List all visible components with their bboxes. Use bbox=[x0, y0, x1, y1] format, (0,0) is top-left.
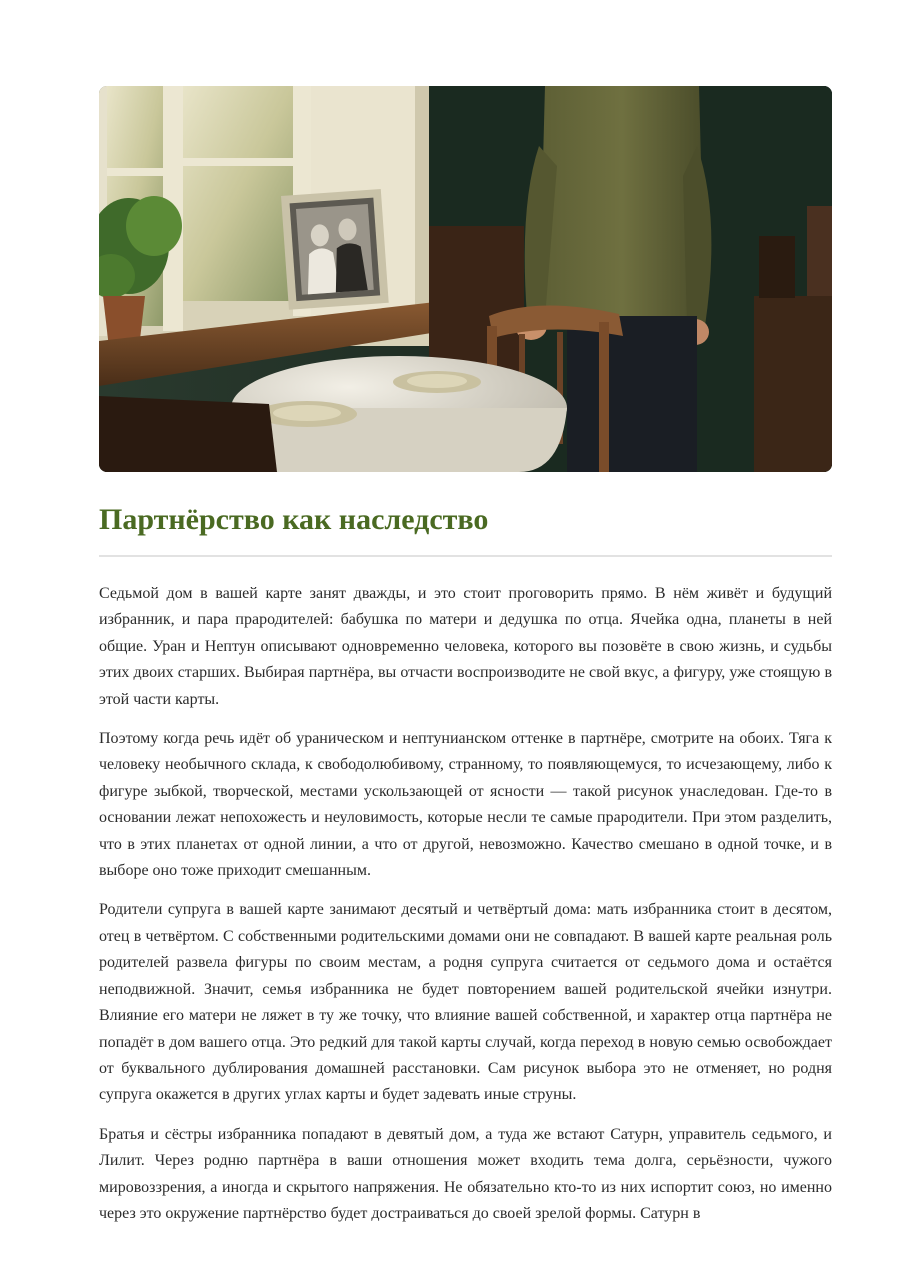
paragraph: Братья и сёстры избранника попадают в девятый дом, а туда же встают Сатурн, управитель седьмого, и Лилит. Через родню партнёра в ваши отношения может входить тема долга, серьёзности, чужого мировоззрения, а иногда и скрытого напряжения. Не обязательно кто-то из них испортит союз, но именно через это окружение партнёрство будет достраиваться до своей зрелой формы. Сатурн в bbox=[99, 1125, 832, 1222]
page-title: Партнёрство как наследство bbox=[99, 503, 489, 536]
paragraph: Родители супруга в вашей карте занимают десятый и четвёртый дома: мать избранника стоит в десятом, отец в четвёртом. С собственными родительскими домами они не совпадают. В вашей карте реальная роль родителей развела фигуры по своим местам, а родня супруга считается от седьмого дома и остаётся неподвижной. Значит, семья избранника не будет повторением вашей родительской ячейки изнутри. Влияние его матери не ляжет в ту же точку, что влияние вашей собственной, и характер отца партнёра не попадёт в дом вашего отца. Это редкий для такой карты случай, когда переход в новую семью освобождает от буквального дублирования домашней расстановки. Сам рисунок выбора это не отменяет, но родня супруга окажется в других углах карты и будет задевать иные струны. bbox=[99, 901, 832, 1104]
article-body bbox=[99, 581, 832, 1227]
article bbox=[99, 86, 832, 1240]
paragraph: Поэтому когда речь идёт об ураническом и нептунианском оттенке в партнёре, смотрите на обоих. Тяга к человеку необычного склада, к свободолюбивому, странному, то появляющемуся, то исчезающему, либо к фигуре зыбкой, творческой, местами ускользающей от ясности — такой рисунок унаследован. Где-то в основании лежат непохожесть и неуловимость, которые несли те самые прародители. При этом разделить, что в этих планетах от одной линии, а что от другой, невозможно. Качество смешано в одной точке, и в выборе оно тоже приходит смешанным. bbox=[99, 730, 832, 880]
paragraph: Седьмой дом в вашей карте занят дважды, и это стоит проговорить прямо. В нём живёт и будущий избранник, и пара прародителей: бабушка по матери и дедушка по отца. Ячейка одна, планеты в ней общие. Уран и Нептун описывают одновременно человека, которого вы позовёте в свою жизнь, и судьбы этих двоих старших. Выбирая партнёра, вы отчасти воспроизводите не свой вкус, а фигуру, уже стоящую в этой части карты. bbox=[99, 585, 832, 708]
title-divider bbox=[99, 555, 832, 557]
hero-image bbox=[99, 86, 832, 472]
